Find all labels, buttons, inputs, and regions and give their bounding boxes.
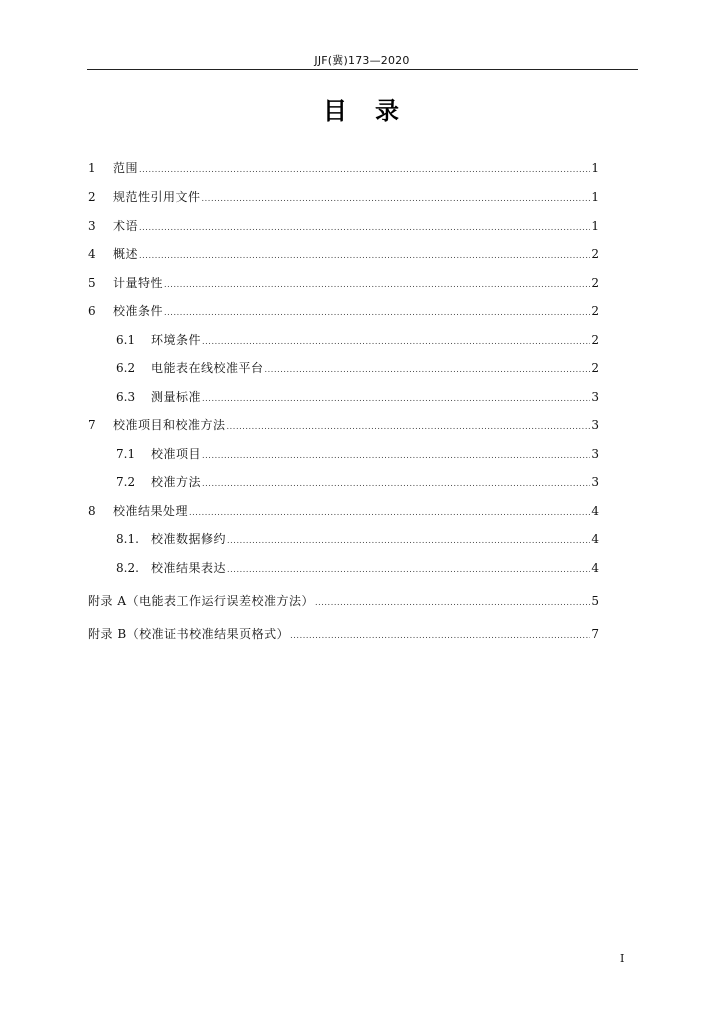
toc-page: 1 [591,190,599,204]
toc-page: 1 [591,161,599,175]
toc-page: 2 [591,333,599,347]
toc-page: 1 [591,219,599,233]
toc-label: 附录 B（校准证书校准结果页格式） [88,627,290,641]
toc-number: 8 [88,504,96,518]
toc-label: 校准条件 [113,304,164,318]
toc-entry-appendix-a[interactable] [88,593,599,609]
toc-leader [315,595,590,611]
toc-leader [202,191,591,207]
toc-number: 5 [88,276,96,290]
toc-leader [290,628,590,644]
toc-number: 2 [88,190,96,204]
toc-leader [227,562,590,578]
toc-entry-8-1[interactable] [116,531,599,547]
toc-number: 7.2 [116,475,136,489]
toc-leader [164,277,590,293]
toc-number: 6.2 [116,361,136,375]
toc-page: 3 [591,475,599,489]
toc-page: 4 [591,561,599,575]
toc-number: 6.3 [116,390,136,404]
toc-page: 3 [591,418,599,432]
toc-entry-2[interactable] [88,189,599,205]
toc-page: 3 [591,390,599,404]
toc-number: 1 [88,161,96,175]
toc-page: 5 [591,594,599,608]
toc-entry-4[interactable] [88,246,599,262]
toc-number: 6.1 [116,333,136,347]
toc-leader [265,362,591,378]
toc-label: 校准项目和校准方法 [113,418,226,432]
toc-leader [139,220,590,236]
toc-number: 3 [88,219,96,233]
toc-label: 概述 [113,247,139,261]
toc-leader [189,505,590,521]
toc-number: 7 [88,418,96,432]
toc-page: 7 [591,627,599,641]
toc-page: 2 [591,276,599,290]
toc-page: 2 [591,247,599,261]
toc-label: 附录 A（电能表工作运行误差校准方法） [88,594,314,608]
page-number: I [620,952,625,965]
toc-number: 4 [88,247,96,261]
toc-page: 2 [591,304,599,318]
toc-leader [202,334,590,350]
toc-entry-7[interactable] [88,417,599,433]
toc-entry-6-2[interactable] [116,360,599,376]
toc-entry-6-1[interactable] [116,332,599,348]
running-header: JJF(冀)173—2020 [314,54,410,67]
toc-entry-7-1[interactable] [116,446,599,462]
toc-label: 测量标准 [151,390,202,404]
toc-entry-6[interactable] [88,303,599,319]
toc-page: 3 [591,447,599,461]
toc-label: 校准项目 [151,447,202,461]
toc-label: 电能表在线校准平台 [151,361,264,375]
toc-label: 规范性引用文件 [113,190,201,204]
toc-leader [227,533,590,549]
toc-entry-8-2[interactable] [116,560,599,576]
page-title: 目 录 [323,97,401,125]
toc-label: 环境条件 [151,333,202,347]
toc-number: 8.1. [116,532,139,546]
toc-leader [202,476,590,492]
toc-page: 4 [591,532,599,546]
toc-leader [202,391,590,407]
toc-leader [202,448,590,464]
toc-entry-5[interactable] [88,275,599,291]
toc-label: 校准结果处理 [113,504,189,518]
toc-leader [164,305,590,321]
toc-entry-6-3[interactable] [116,389,599,405]
toc-leader [139,162,590,178]
toc-label: 校准结果表达 [151,561,227,575]
toc-label: 计量特性 [113,276,164,290]
toc-page: 2 [591,361,599,375]
toc-entry-appendix-b[interactable] [88,626,599,642]
toc-entry-7-2[interactable] [116,474,599,490]
toc-label: 术语 [113,219,139,233]
toc-leader [227,419,591,435]
toc-label: 校准方法 [151,475,202,489]
toc-leader [139,248,590,264]
toc-entry-8[interactable] [88,503,599,519]
toc-entry-1[interactable] [88,160,599,176]
toc-number: 6 [88,304,96,318]
toc-page: 4 [591,504,599,518]
toc-number: 7.1 [116,447,136,461]
toc-entry-3[interactable] [88,218,599,234]
toc-number: 8.2. [116,561,139,575]
toc-label: 校准数据修约 [151,532,227,546]
toc-label: 范围 [113,161,139,175]
